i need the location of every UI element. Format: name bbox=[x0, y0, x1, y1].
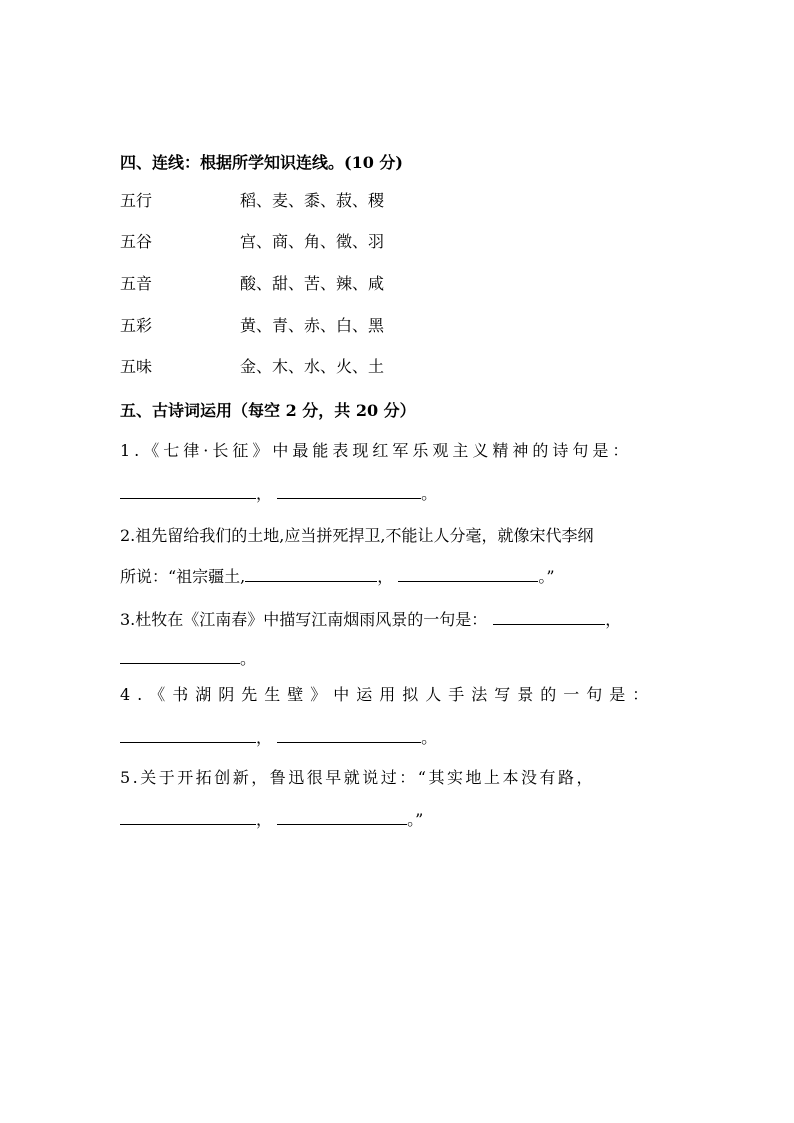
match-term: 五谷 bbox=[120, 232, 153, 251]
answer-blank[interactable] bbox=[245, 563, 377, 582]
question-4: 4.《书湖阴先生壁》中运用拟人手法写景的一句是： bbox=[120, 685, 656, 704]
answer-blank[interactable] bbox=[493, 606, 605, 625]
answer-blank[interactable] bbox=[120, 645, 240, 664]
separator: ， bbox=[256, 810, 273, 829]
end-mark: 。” bbox=[538, 567, 555, 586]
end-mark: 。 bbox=[421, 484, 438, 503]
match-row bbox=[120, 189, 384, 213]
separator: ， bbox=[256, 728, 273, 747]
answer-blank[interactable] bbox=[120, 480, 256, 499]
match-options: 宫、商、角、徵、羽 bbox=[240, 232, 385, 251]
separator: ， bbox=[605, 610, 622, 629]
question-3: 3.杜牧在《江南春》中描写江南烟雨风景的一句是： bbox=[120, 610, 488, 629]
question-2: 2.祖先留给我们的土地,应当拼死捍卫,不能让人分毫，就像宋代李纲 bbox=[120, 526, 594, 545]
match-row bbox=[120, 272, 384, 296]
match-term: 五行 bbox=[120, 191, 153, 210]
match-term: 五味 bbox=[120, 357, 153, 376]
answer-line-1 bbox=[120, 480, 437, 507]
match-options: 稻、麦、黍、菽、稷 bbox=[240, 191, 385, 210]
answer-blank[interactable] bbox=[398, 563, 538, 582]
answer-line-4 bbox=[120, 724, 437, 751]
answer-line-5 bbox=[120, 806, 423, 833]
answer-blank[interactable] bbox=[120, 806, 256, 825]
answer-blank[interactable] bbox=[277, 806, 407, 825]
answer-blank[interactable] bbox=[120, 724, 256, 743]
answer-blank[interactable] bbox=[277, 480, 421, 499]
match-options: 金、木、水、火、土 bbox=[240, 357, 385, 376]
match-row bbox=[120, 230, 384, 254]
question-3-line bbox=[120, 606, 621, 633]
match-options: 黄、青、赤、白、黑 bbox=[240, 316, 385, 335]
end-mark: 。 bbox=[240, 649, 257, 668]
match-term: 五彩 bbox=[120, 316, 153, 335]
answer-line-3 bbox=[120, 645, 256, 672]
answer-blank[interactable] bbox=[277, 724, 421, 743]
answer-line-2 bbox=[120, 563, 555, 590]
match-term: 五音 bbox=[120, 274, 153, 293]
match-options: 酸、甜、苦、辣、咸 bbox=[240, 274, 385, 293]
match-row bbox=[120, 314, 384, 338]
end-mark: 。 bbox=[421, 728, 438, 747]
match-row bbox=[120, 355, 384, 379]
question-5: 5.关于开拓创新，鲁迅很早就说过：“其实地上本没有路， bbox=[120, 768, 595, 787]
question-1: 1.《七律·长征》中最能表现红军乐观主义精神的诗句是： bbox=[120, 441, 633, 460]
end-mark: 。” bbox=[407, 810, 424, 829]
separator: ， bbox=[377, 567, 394, 586]
question-2-prefix: 所说：“祖宗疆土, bbox=[120, 567, 246, 586]
separator: ， bbox=[256, 484, 273, 503]
section4-title: 四、连线：根据所学知识连线。(10 分) bbox=[120, 153, 403, 172]
section5-title: 五、古诗词运用（每空 2 分，共 20 分） bbox=[120, 401, 416, 420]
